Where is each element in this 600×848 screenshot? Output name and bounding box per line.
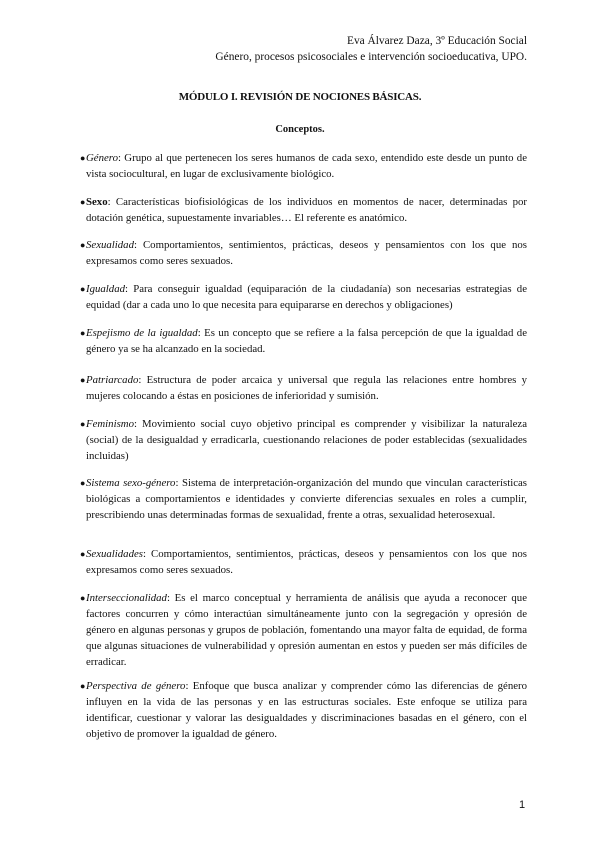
concept-definition: Movimiento social cuyo objetivo principal es comprender y visibilizar la naturaleza (social) de la desigualdad y erradicarla, cuestionando relaciones de poder establecidas (sexualidades incluidas) bbox=[86, 418, 527, 462]
concept-item-interseccionalidad: ● Interseccionalidad: Es el marco conceptual y herramienta de análisis que ayuda a reconocer que factores concurren y cómo interactúan simultáneamente junto con la segregación y opresión de género en algunas personas y grupos de población, fomentando una mayor falta de equidad, de forma que algunas situaciones de vulnerabilidad y opresión aumentan en estos y pueden ser más difíciles de erradicar. bbox=[80, 592, 527, 668]
concept-item-sexualidad: ● Sexualidad: Comportamientos, sentimientos, prácticas, deseos y pensamientos con los que nos expresamos como seres sexuados. bbox=[80, 239, 527, 267]
concept-term: Sexualidad bbox=[86, 239, 134, 251]
bullet-icon: ● bbox=[80, 240, 86, 250]
concept-definition: Estructura de poder arcaica y universal que regula las relaciones entre hombres y mujeres colocando a éstas en posiciones de inferioridad y sumisión. bbox=[86, 374, 527, 402]
concept-definition: Sistema de interpretación-organización del mundo que vinculan características biológicas a comportamientos e identidades y convierte diferencias sexuales en roles a cumplir, prescribiendo unas determinadas formas de sexualidad, frente a otras, sexualidad heterosexual. bbox=[86, 477, 527, 521]
concept-term: Espejismo de la igualdad bbox=[86, 327, 198, 339]
bullet-icon: ● bbox=[80, 153, 86, 163]
concept-definition: Enfoque que busca analizar y comprender cómo las diferencias de género influyen en la vida de las personas y en las estructuras sociales. Este enfoque se utiliza para identificar, cuestionar y valorar las desigualdades y discriminaciones basadas en el género, con el objetivo de promover la igualdad de género. bbox=[86, 680, 528, 740]
concept-definition: Es un concepto que se refiere a la falsa percepción de que la igualdad de género ya se ha alcanzado en la sociedad. bbox=[86, 327, 528, 355]
concept-item-patriarcado: ● Patriarcado: Estructura de poder arcaica y universal que regula las relaciones entre hombres y mujeres colocando a éstas en posiciones de inferioridad y sumisión. bbox=[80, 374, 527, 402]
concept-definition: Grupo al que pertenecen los seres humanos de cada sexo, entendido este desde un punto de vista sociocultural, en lugar de exclusivamente biológico. bbox=[86, 152, 527, 180]
bullet-icon: ● bbox=[80, 681, 86, 691]
bullet-icon: ● bbox=[80, 197, 86, 207]
concept-item-igualdad: ● Igualdad: Para conseguir igualdad (equiparación de la ciudadanía) son necesarias estrategias de equidad (dar a cada uno lo que necesita para equipararse en derechos y obligaciones) bbox=[80, 283, 527, 311]
page-number: 1 bbox=[519, 799, 526, 811]
concept-term: Género bbox=[86, 152, 118, 164]
concept-term: Patriarcado bbox=[86, 374, 139, 386]
concept-term: Feminismo bbox=[86, 418, 134, 430]
section-subtitle: Conceptos. bbox=[275, 124, 325, 135]
concept-term: Interseccionalidad bbox=[86, 592, 167, 604]
bullet-icon: ● bbox=[80, 419, 86, 429]
bullet-icon: ● bbox=[80, 375, 86, 385]
concept-term: Sexualidades bbox=[86, 548, 143, 560]
concept-term: Perspectiva de género bbox=[86, 680, 186, 692]
concept-item-perspectiva-de-genero: ● Perspectiva de género: Enfoque que busca analizar y comprender cómo las diferencias de género influyen en la vida de las personas y en las estructuras sociales. Este enfoque se utiliza para identificar, cuestionar y valorar las desigualdades y discriminaciones basadas en el género, con el objetivo de promover la igualdad de género. bbox=[80, 680, 528, 740]
module-title: MÓDULO I. REVISIÓN DE NOCIONES BÁSICAS. bbox=[178, 91, 422, 103]
concept-definition: Características biofisiológicas de los individuos en momentos de nacer, determinadas por dotación genética, supuestamente invariables… El referente es anatómico. bbox=[86, 196, 527, 224]
concept-term: Igualdad bbox=[86, 283, 125, 295]
concept-definition: Comportamientos, sentimientos, prácticas, deseos y pensamientos con los que nos expresamos como seres sexuados. bbox=[86, 239, 527, 267]
concept-item-espejismo: ● Espejismo de la igualdad: Es un concepto que se refiere a la falsa percepción de que la igualdad de género ya se ha alcanzado en la sociedad. bbox=[80, 327, 528, 355]
header-author-line: Eva Álvarez Daza, 3º Educación Social bbox=[346, 35, 527, 47]
concept-item-feminismo: ● Feminismo: Movimiento social cuyo objetivo principal es comprender y visibilizar la naturaleza (social) de la desigualdad y erradicarla, cuestionando relaciones de poder establecidas (sexualidades incluidas) bbox=[80, 418, 527, 462]
document-header bbox=[215, 33, 527, 65]
concept-term: Sexo bbox=[86, 196, 108, 208]
header-course-line: Género, procesos psicosociales e intervención socioeducativa, UPO. bbox=[215, 51, 527, 63]
concept-item-sexo: ● Sexo: Características biofisiológicas de los individuos en momentos de nacer, determinadas por dotación genética, supuestamente invariables… El referente es anatómico. bbox=[80, 196, 527, 224]
concept-definition: Es el marco conceptual y herramienta de análisis que ayuda a reconocer que factores concurren y cómo interactúan simultáneamente junto con la segregación y opresión de género en algunas personas y grupos de población, fomentando una mayor falta de equidad, de forma que algunas situaciones de vulnerabilidad y opresión aumentan en estos y pueden ser más difíciles de erradicar. bbox=[86, 592, 527, 668]
concept-item-sexualidades: ● Sexualidades: Comportamientos, sentimientos, prácticas, deseos y pensamientos con los que nos expresamos como seres sexuados. bbox=[80, 548, 527, 576]
bullet-icon: ● bbox=[80, 328, 86, 338]
bullet-icon: ● bbox=[80, 478, 86, 488]
concept-item-genero: ● Género: Grupo al que pertenecen los seres humanos de cada sexo, entendido este desde un punto de vista sociocultural, en lugar de exclusivamente biológico. bbox=[80, 152, 527, 180]
concept-item-sistema-sexo-genero: ● Sistema sexo-género: Sistema de interpretación-organización del mundo que vinculan características biológicas a comportamientos e identidades y convierte diferencias sexuales en roles a cumplir, prescribiendo unas determinadas formas de sexualidad, frente a otras, sexualidad heterosexual. bbox=[80, 477, 527, 521]
concept-term: Sistema sexo-género bbox=[86, 477, 176, 489]
bullet-icon: ● bbox=[80, 593, 86, 603]
concept-definition: Comportamientos, sentimientos, prácticas, deseos y pensamientos con los que nos expresamos como seres sexuados. bbox=[86, 548, 527, 576]
bullet-icon: ● bbox=[80, 284, 86, 294]
concept-definition: Para conseguir igualdad (equiparación de la ciudadanía) son necesarias estrategias de equidad (dar a cada uno lo que necesita para equipararse en derechos y obligaciones) bbox=[86, 283, 527, 311]
bullet-icon: ● bbox=[80, 549, 86, 559]
